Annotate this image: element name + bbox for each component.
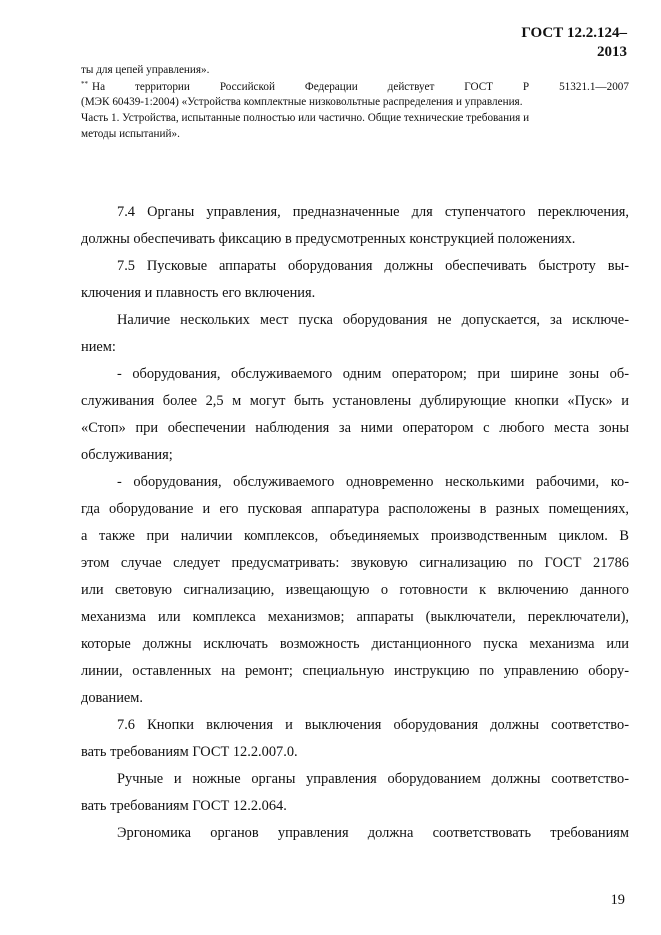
standard-year: 2013: [597, 44, 627, 60]
text-line: нием:: [81, 339, 116, 355]
text-line: линии, оставленных на ремонт; специальную инструкцию по управлению обору-: [81, 663, 629, 679]
footnote-line: методы испытаний».: [81, 128, 180, 140]
text-line: вать требованиям ГОСТ 12.2.064.: [81, 798, 287, 814]
text-line: гда оборудование и его пусковая аппаратура расположены в разных помещениях,: [81, 501, 629, 517]
text-line: 7.5 Пусковые аппараты оборудования должны обеспечивать быстроту вы-: [117, 258, 629, 274]
footnote-line: Часть 1. Устройства, испытанные полностью или частично. Общие технические требования и: [81, 112, 530, 124]
text-line: механизма или комплекса механизмов; аппараты (выключатели, переключатели),: [81, 609, 629, 625]
footnote-text: На территории Российской Федерации действует ГОСТ Р 51321.1—2007: [92, 81, 629, 93]
footnote-line: [81, 77, 629, 96]
footnote-line: ты для цепей управления».: [81, 64, 210, 76]
text-line: обслуживания;: [81, 447, 173, 463]
footnote-marker: **: [81, 80, 88, 88]
text-line: этом случае следует предусматривать: звуковую сигнализацию по ГОСТ 21786: [81, 555, 629, 571]
text-line: Ручные и ножные органы управления оборудованием должны соответство-: [117, 771, 629, 787]
text-line: дованием.: [81, 690, 144, 706]
text-line: должны обеспечивать фиксацию в предусмотренных конструкцией положениях.: [81, 231, 576, 247]
text-line: «Стоп» при обеспечении наблюдения за ними оператором с любого места зоны: [81, 420, 629, 436]
text-line: вать требованиям ГОСТ 12.2.007.0.: [81, 744, 298, 760]
standard-code: ГОСТ 12.2.124–: [521, 25, 627, 41]
text-line: ключения и плавность его включения.: [81, 285, 316, 301]
text-line: Наличие нескольких мест пуска оборудования не допускается, за исключе-: [117, 312, 629, 328]
text-line: Эргономика органов управления должна соответствовать требованиям: [117, 825, 629, 841]
text-line: служивания более 2,5 м могут быть установлены дублирующие кнопки «Пуск» и: [81, 393, 629, 409]
text-line: 7.6 Кнопки включения и выключения оборудования должны соответство-: [117, 717, 629, 733]
text-line: - оборудования, обслуживаемого одним оператором; при ширине зоны об-: [117, 366, 629, 382]
text-line: а также при наличии комплексов, объединяемых производственным циклом. В: [81, 528, 629, 544]
text-line: или световую сигнализацию, извещающую о готовности к включению данного: [81, 582, 629, 598]
text-line: 7.4 Органы управления, предназначенные для ступенчатого переключения,: [117, 204, 629, 220]
document-header: [507, 24, 627, 62]
main-text: [81, 199, 629, 847]
page-number: 19: [610, 892, 625, 908]
footnote-line: (МЭК 60439-1:2004) «Устройства комплектные низковольтные распределения и управления.: [81, 96, 523, 108]
text-line: - оборудования, обслуживаемого одновременно несколькими рабочими, ко-: [117, 474, 629, 490]
text-line: которые должны исключать возможность дистанционного пуска механизма или: [81, 636, 629, 652]
